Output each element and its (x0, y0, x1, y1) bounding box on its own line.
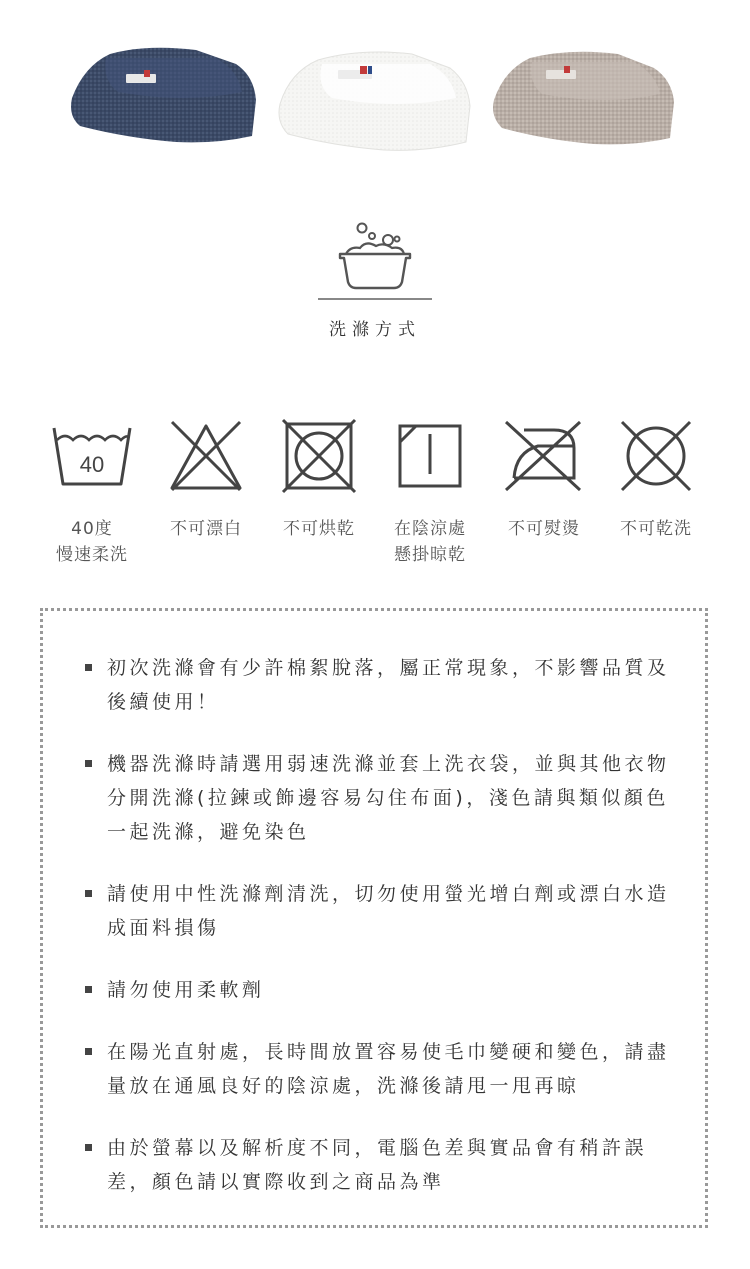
note-item: 請使用中性洗滌劑清洗，切勿使用螢光增白劑或漂白水造成面料損傷 (107, 877, 675, 945)
care-label-no-tumble-dry: 不可烘乾 (283, 519, 355, 539)
wash-method-title: 洗滌方式 (329, 320, 421, 340)
wash-basin-icon (336, 220, 414, 292)
navy-towel-image (66, 40, 258, 150)
care-label-no-bleach: 不可漂白 (170, 519, 242, 539)
care-label-line-dry-shade: 在陰涼處 懸掛晾乾 (394, 519, 466, 565)
care-symbol-wash-40 (32, 418, 152, 568)
beige-towel-image (490, 44, 676, 152)
note-item: 機器洗滌時請選用弱速洗滌並套上洗衣袋，並與其他衣物分開洗滌(拉鍊或飾邊容易勾住布面)，淺色請與類似顏色一起洗滌，避免染色 (107, 747, 675, 849)
wash-temp-text: 40 (79, 452, 105, 477)
care-symbols-row (0, 418, 750, 578)
care-notes-list (43, 611, 705, 1199)
care-symbol-no-bleach (146, 418, 266, 542)
bullet-icon (85, 1144, 92, 1151)
care-symbol-no-iron (484, 418, 604, 542)
care-label-no-dry-clean: 不可乾洗 (620, 519, 692, 539)
wash-method-header (0, 215, 750, 345)
care-symbol-no-tumble-dry (259, 418, 379, 542)
care-notes-box (40, 608, 708, 1228)
product-photos (0, 0, 750, 175)
note-item: 由於螢幕以及解析度不同，電腦色差與實品會有稍許誤差，顏色請以實際收到之商品為準 (107, 1131, 675, 1199)
no-bleach-icon (168, 418, 244, 494)
care-symbol-line-dry-shade (370, 418, 490, 568)
note-item: 在陽光直射處，長時間放置容易使毛巾變硬和變色，請盡量放在通風良好的陰涼處，洗滌後請甩一甩再晾 (107, 1035, 675, 1103)
wash-40-icon (51, 418, 133, 494)
note-item: 初次洗滌會有少許棉絮脫落，屬正常現象，不影響品質及後續使用！ (107, 651, 675, 719)
white-towel-image (276, 44, 472, 156)
care-symbol-no-dry-clean (596, 418, 716, 542)
bullet-icon (85, 664, 92, 671)
note-item: 請勿使用柔軟劑 (107, 973, 675, 1007)
bullet-icon (85, 1048, 92, 1055)
bullet-icon (85, 986, 92, 993)
line-dry-shade-icon (392, 418, 468, 494)
no-iron-icon (504, 418, 584, 494)
header-divider (318, 298, 432, 300)
no-tumble-dry-icon (281, 418, 357, 494)
bullet-icon (85, 760, 92, 767)
care-label-wash-40: 40度 慢速柔洗 (56, 519, 128, 565)
bullet-icon (85, 890, 92, 897)
care-label-no-iron: 不可熨燙 (508, 519, 580, 539)
no-dry-clean-icon (618, 418, 694, 494)
